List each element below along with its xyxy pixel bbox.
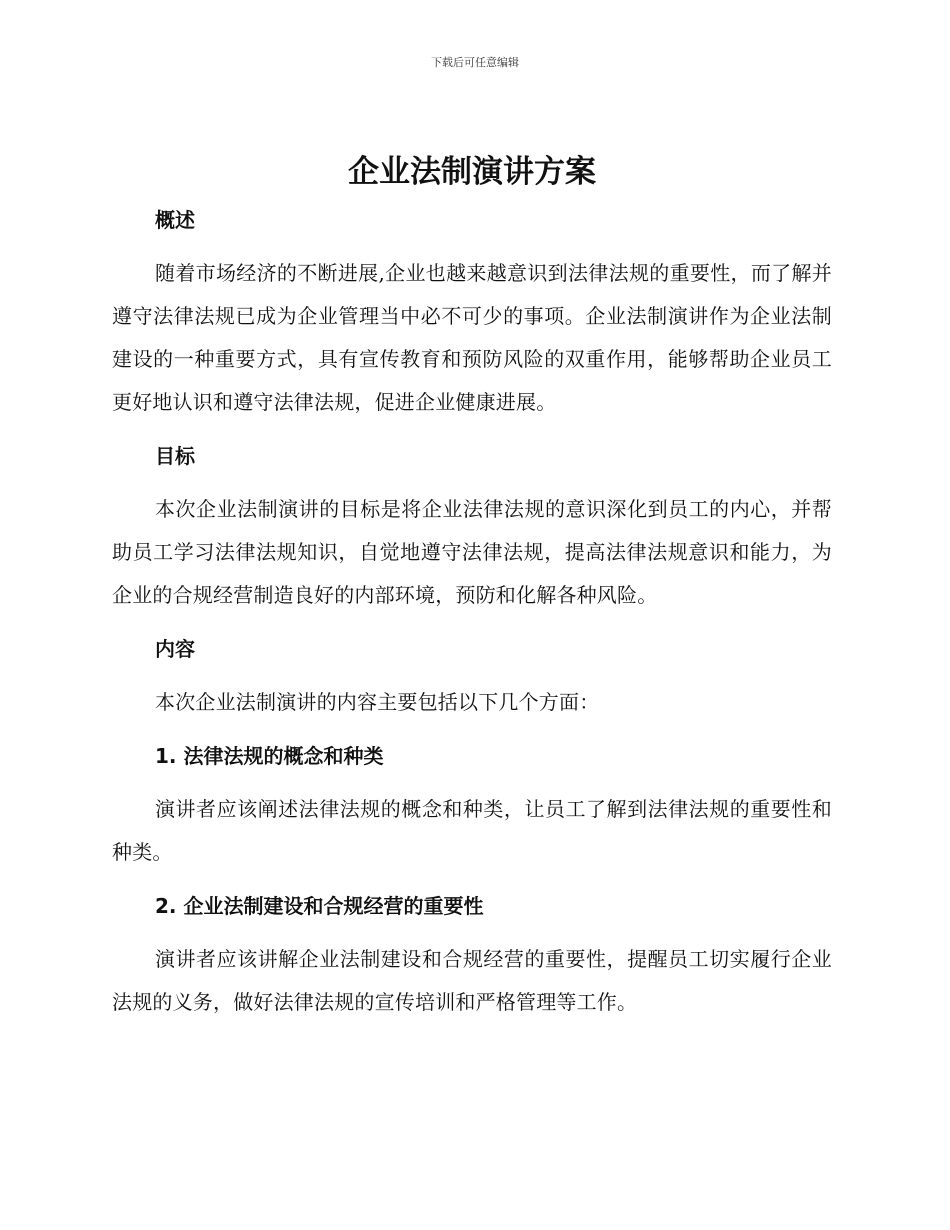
section-heading-goal: 目标: [155, 444, 195, 468]
section-heading-item-1: 1. 法律法规的概念和种类: [155, 744, 384, 768]
section-heading-content: 内容: [155, 637, 195, 661]
paragraph-item-2: 演讲者应该讲解企业法制建设和合规经营的重要性，提醒员工切实履行企业法规的义务，做好法律法规的宣传培训和严格管理等工作。: [112, 947, 832, 1014]
paragraph-overview: 随着市场经济的不断进展,企业也越来越意识到法律法规的重要性，而了解并遵守法律法规已成为企业管理当中必不可少的事项。企业法制演讲作为企业法制建设的一种重要方式，具有宣传教育和预防风险的双重作用，能够帮助企业员工更好地认识和遵守法律法规，促进企业健康进展。: [112, 261, 832, 414]
document-title: 企业法制演讲方案: [348, 154, 596, 190]
document-body: [112, 146, 832, 1024]
paragraph-goal: 本次企业法制演讲的目标是将企业法律法规的意识深化到员工的内心，并帮助员工学习法律法规知识，自觉地遵守法律法规，提高法律法规意识和能力，为企业的合规经营制造良好的内部环境，预防和化解各种风险。: [112, 497, 832, 607]
paragraph-item-1: 演讲者应该阐述法律法规的概念和种类，让员工了解到法律法规的重要性和种类。: [112, 797, 832, 864]
section-heading-overview: 概述: [155, 208, 195, 232]
header-note: 下载后可任意编辑: [431, 56, 519, 69]
paragraph-content-intro: 本次企业法制演讲的内容主要包括以下几个方面：: [155, 690, 600, 714]
section-heading-item-2: 2. 企业法制建设和合规经营的重要性: [155, 894, 484, 918]
